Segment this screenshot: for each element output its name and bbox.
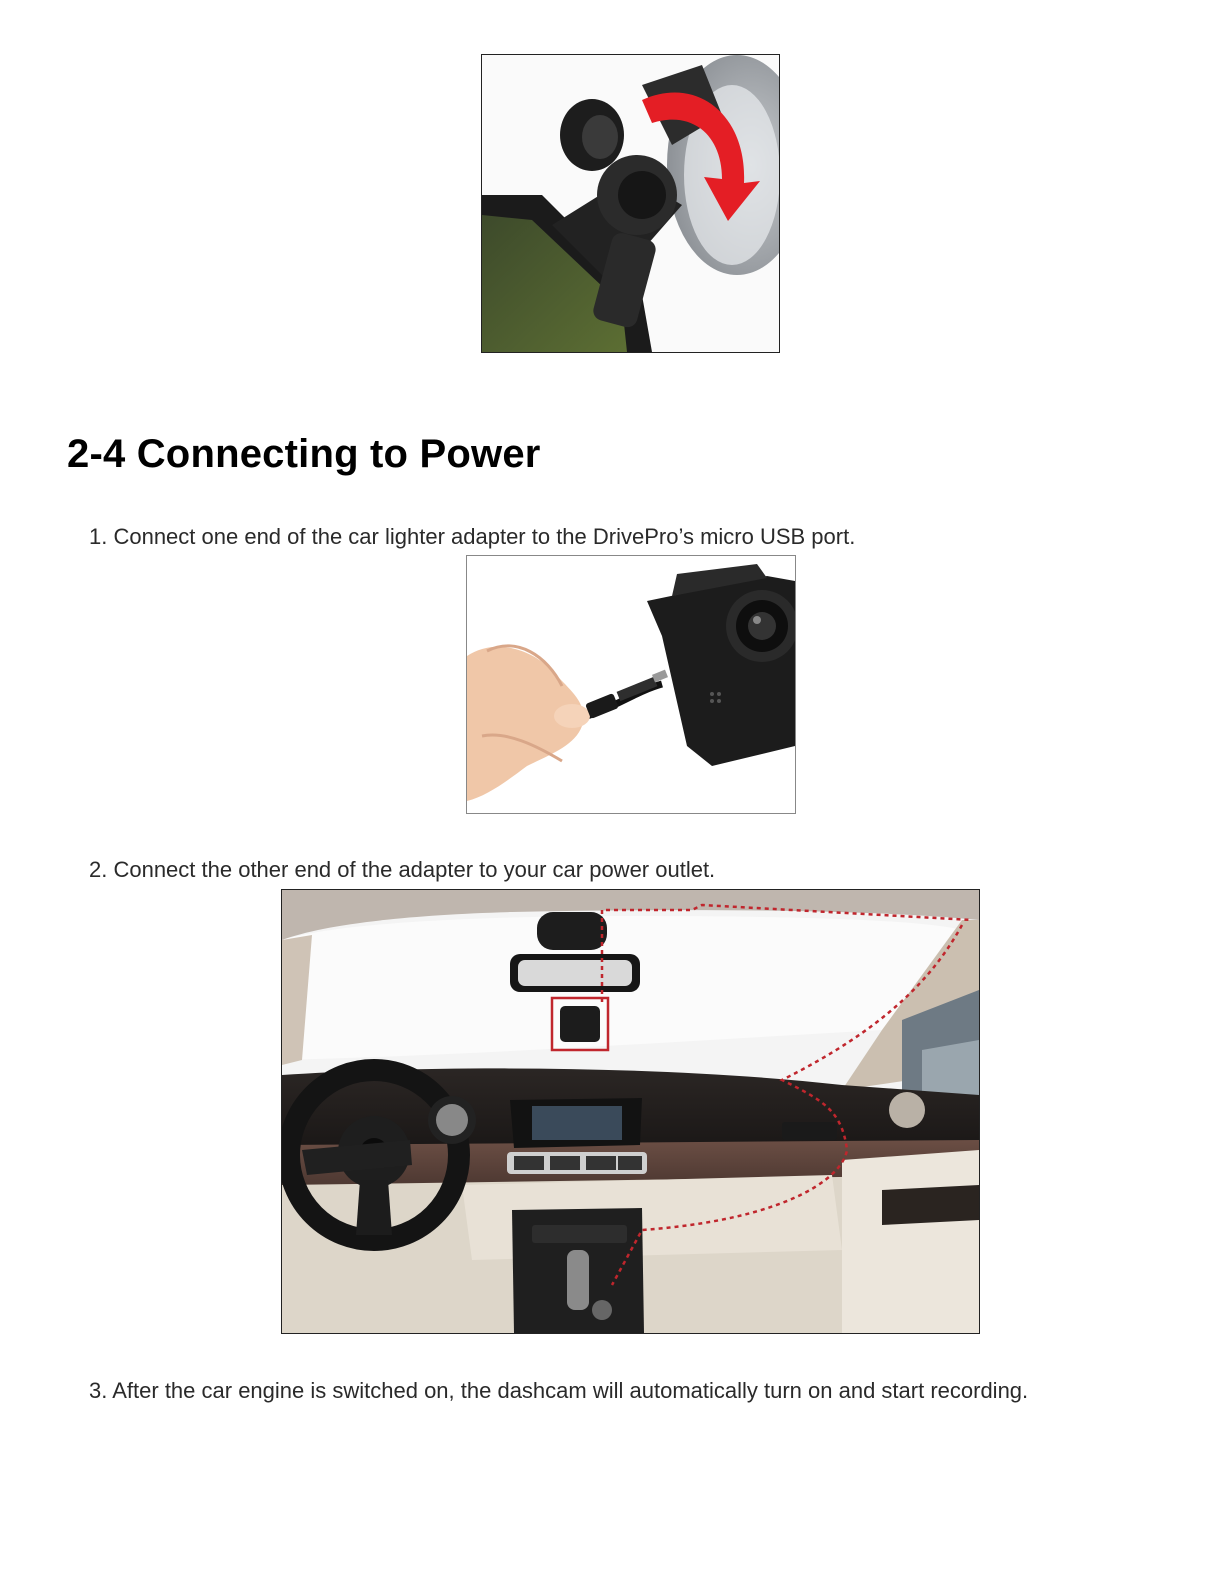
step-1-text: 1. Connect one end of the car lighter adapter to the DrivePro’s micro USB port. <box>89 524 856 549</box>
step-3-text: 3. After the car engine is switched on, the dashcam will automatically turn on and start recording. <box>89 1378 1029 1403</box>
car-interior-photo <box>281 889 980 1334</box>
mount-rotation-photo <box>481 54 780 353</box>
usb-connection-photo <box>466 555 796 814</box>
section-title: 2-4 Connecting to Power <box>67 432 541 476</box>
step-2-text: 2. Connect the other end of the adapter to your car power outlet. <box>89 857 716 882</box>
